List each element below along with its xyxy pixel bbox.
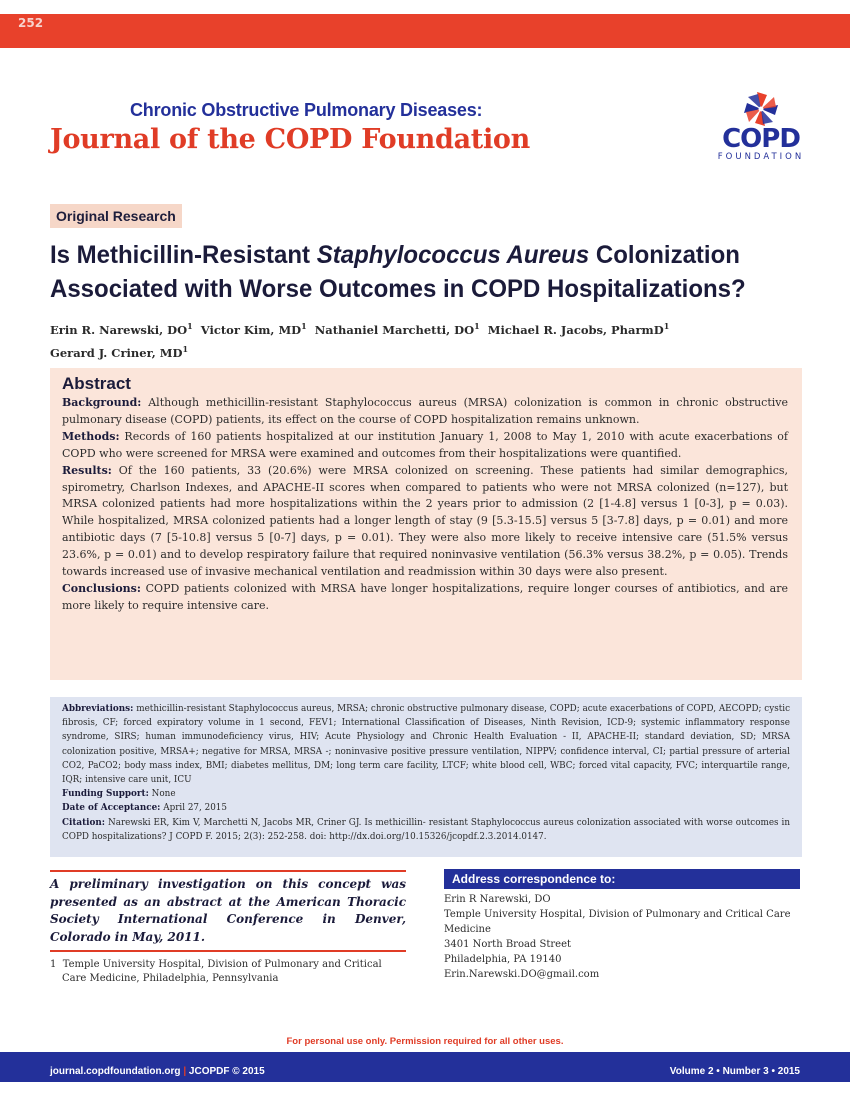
title-italic: Staphylococcus Aureus (316, 241, 590, 269)
abbreviations: Abbreviations: methicillin-resistant Staphylococcus aureus, MRSA; chronic obstructive pulmonary disease, COPD; acute exacerbations of COPD, AECOPD; cystic fibrosis, CF; forced expiratory volume in 1 second, FEV1; International Classification of Diseases, Ninth Revision, ICD-9; systemic inflammatory response syndrome, SIRS; human immunodeficiency virus, HIV; Acute Physiology and Chronic Health Evaluation - II, APACHE-II; standard deviation, SD; MRSA colonization positive, MRSA+; negative for MRSA, MRSA -; noninvasive positive pressure ventilation, NIPPV; confidence interval, CI; partial pressure of arterial CO2, PaCO2; body mass index, BMI; diabetes mellitus, DM; long term care facility, LTCF; white blood cell, WBC; forced vital capacity, FVC; interquartile range, IQR; intensive care unit, ICU (62, 704, 790, 786)
copd-foundation-logo (716, 90, 806, 162)
article-title (50, 238, 780, 306)
citation: Citation: Narewski ER, Kim V, Marchetti N, Jacobs MR, Criner GJ. Is methicillin- resistant Staphylococcus aureus colonization associated with worse outcomes in COPD hospitalizations? J COPD F. 2015; 2(3): 252-258. doi: http://dx.doi.org/10.15326/jcopdf.2.3.2014.0147. (62, 817, 791, 842)
footer-left: journal.copdfoundation.org | JCOPDF © 2015 (50, 1066, 265, 1077)
footer-copyright: JCOPDF © 2015 (188, 1066, 265, 1077)
footer-volume: Volume 2 • Number 3 • 2015 (669, 1066, 800, 1077)
abstract-methods: Methods: Records of 160 patients hospitalized at our institution January 1, 2008 to May 1, 2010 with acute exacerbations of COPD who were screened for MRSA were examined and outcomes from their hospitalizations were quantified. (62, 429, 788, 460)
abstract-background: Background: Although methicillin-resistant Staphylococcus aureus (MRSA) colonization is common in chronic obstructive pulmonary disease (COPD) patients, its effect on the course of COPD hospitalization remains unknown. (62, 396, 789, 426)
logo-wordmark: COPD (722, 124, 800, 154)
author: Victor Kim, $MD^1$ (200, 321, 307, 337)
abstract-conclusions: Conclusions: COPD patients colonized with MRSA have longer hospitalizations, require longer courses of antibiotics, and are more likely to require intensive care. (62, 581, 788, 612)
funding-support: Funding Support: None (62, 789, 176, 800)
author: Nathaniel Marchetti, $DO^1$ (314, 321, 480, 337)
author-list (50, 317, 810, 363)
logo-subtext: FOUNDATION (717, 152, 805, 162)
preliminary-note: A preliminary investigation on this concept was presented as an abstract at the American Thoracic Society International Conference in Denver, Colorado in May, 2011. (50, 870, 406, 952)
footer-bar (0, 1052, 850, 1082)
title-part-1: Is Methicillin-Resistant (50, 241, 317, 269)
journal-title: Journal of the COPD Foundation (50, 124, 530, 155)
author: Michael R. Jacobs, PharmD$^1$ (487, 321, 670, 337)
address-heading: Address correspondence to: (444, 869, 800, 889)
address-line: 3401 North Broad Street (444, 939, 572, 950)
top-banner (0, 14, 850, 48)
abstract-box (50, 368, 802, 680)
title-part-2: Colonization Associated with Worse Outcomes in COPD Hospitalizations? (50, 241, 746, 303)
abstract-results: Results: Of the 160 patients, 33 (20.6%) were MRSA colonized on screening. These patients had similar demographics, spirometry, Charlson Indexes, and APACHE-II scores when compared to patients who were not MRSA colonized (n=127), but MRSA colonized patients had more hospitalizations within the 2 years prior to admission (2 [1-4.8] versus 1 [0-3], p = 0.03). While hospitalized, MRSA colonized patients had a longer length of stay (9 [5.3-15.5] versus 5 [3-7.8] days, p = 0.01) and more antibiotic days (7 [5-10.8] versus 5 [0-7] days, p = 0.01). They were also more likely to receive intensive care (51.5% versus 23.6%, p = 0.01) and to develop respiratory failure that required noninvasive ventilation (56.3% versus 38.2%, p = 0.05). Trends towards increased use of invasive mechanical ventilation and readmission within 30 days were also present. (62, 463, 788, 579)
affiliation-footnote: 1 Temple University Hospital, Division of Pulmonary and Critical Care Medicine, Philadelphia, Pennsylvania (50, 959, 382, 984)
section-badge: Original Research (50, 204, 182, 228)
address-block (444, 892, 800, 982)
address-line: Temple University Hospital, Division of Pulmonary and Critical Care Medicine (444, 909, 791, 935)
address-line: Erin R Narewski, DO (444, 894, 551, 905)
abstract-heading: Abstract (62, 374, 131, 393)
date-of-acceptance: Date of Acceptance: April 27, 2015 (62, 803, 228, 814)
page-number: 252 (18, 16, 44, 30)
personal-use-notice: For personal use only. Permission required for all other uses. (286, 1036, 564, 1047)
address-line: Philadelphia, PA 19140 (444, 954, 562, 965)
author: Erin R. Narewski, $DO^1$ (50, 321, 193, 337)
email-link[interactable]: Erin.Narewski.DO@gmail.com (444, 969, 600, 980)
author: Gerard J. Criner, $MD^1$ (50, 343, 189, 360)
abbreviations-box (50, 697, 802, 857)
journal-website-link[interactable]: journal.copdfoundation.org (50, 1066, 181, 1077)
journal-subtitle: Chronic Obstructive Pulmonary Diseases: (130, 100, 483, 120)
